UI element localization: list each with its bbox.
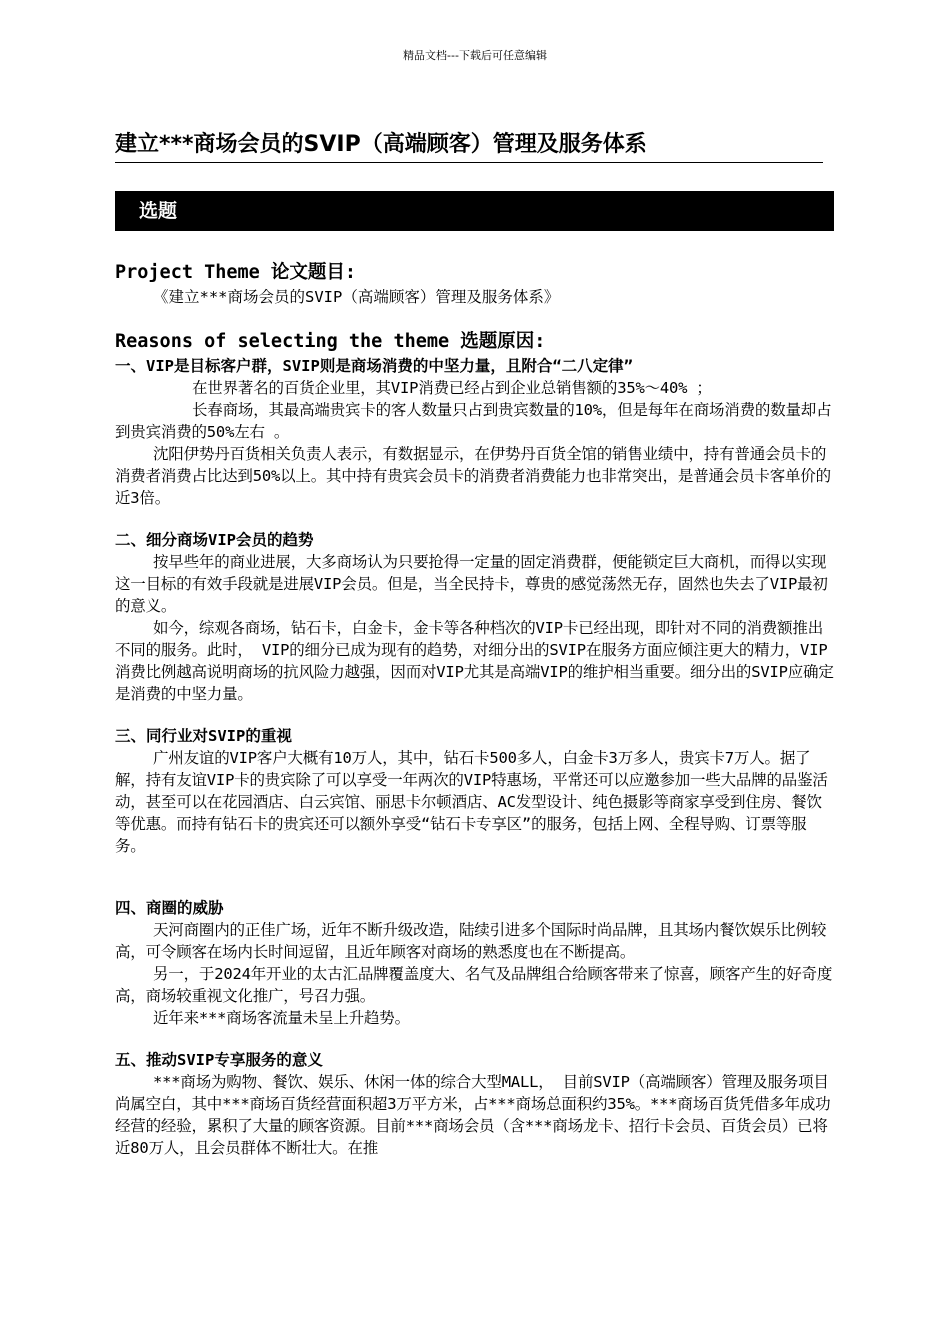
project-theme-heading: Project Theme 论文题目: (115, 262, 357, 283)
paragraph: 如今，综观各商场，钻石卡，白金卡，金卡等各种档次的VIP卡已经出现，即针对不同的消费额推出不同的服务。此时， VIP的细分已成为现有的趋势，对细分出的SVIP在服务方面应倾注更大的精力，VIP消费比例越高说明商场的抗风险力越强，因而对VIP尤其是高端VIP的维护相当重要。细分出的SVIP应确定是消费的中坚力量。 (115, 619, 834, 703)
document-title: 建立***商场会员的SVIP（高端顾客）管理及服务体系 (115, 128, 823, 163)
section-heading-3: 三、同行业对SVIP的重视 (115, 727, 292, 745)
paragraph: 另一，于2024年开业的太古汇品牌覆盖度大、名气及品牌组合给顾客带来了惊喜，顾客产生的好奇度高，商场较重视文化推广，号召力强。 (115, 965, 833, 1005)
paragraph: 广州友谊的VIP客户大概有10万人，其中，钻石卡500多人，白金卡3万多人，贵宾卡7万人。据了解，持有友谊VIP卡的贵宾除了可以享受一年两次的VIP特惠场，平常还可以应邀参加一些大品牌的品鉴活动，甚至可以在花园酒店、白云宾馆、丽思卡尔顿酒店、AC发型设计、纯色摄影等商家享受到住房、餐饮等优惠。而持有钻石卡的贵宾还可以额外享受“钻石卡专享区”的服务，包括上网、全程导购、订票等服务。 (115, 749, 828, 855)
project-theme-value: 《建立***商场会员的SVIP（高端顾客）管理及服务体系》 (153, 288, 560, 306)
page-header: 精品文档---下载后可任意编辑 (403, 49, 547, 62)
reasons-heading: Reasons of selecting the theme 选题原因: (115, 331, 546, 352)
section-heading-4: 四、商圈的威胁 (115, 899, 224, 917)
paragraph: 长春商场，其最高端贵宾卡的客人数量只占到贵宾数量的10%，但是每年在商场消费的数量却占到贵宾消费的50%左右 。 (115, 401, 832, 441)
paragraph: 按早些年的商业进展，大多商场认为只要抢得一定量的固定消费群，便能锁定巨大商机，而得以实现这一目标的有效手段就是进展VIP会员。但是，当全民持卡，尊贵的感觉荡然无存，固然也失去了VIP最初的意义。 (115, 553, 828, 615)
section-heading-1: 一、VIP是目标客户群，SVIP则是商场消费的中坚力量，且附合“二八定律” (115, 357, 633, 375)
section-heading-2: 二、细分商场VIP会员的趋势 (115, 531, 314, 549)
section-heading-5: 五、推动SVIP专享服务的意义 (115, 1051, 323, 1069)
paragraph: 沈阳伊势丹百货相关负责人表示，有数据显示，在伊势丹百货全馆的销售业绩中，持有普通会员卡的消费者消费占比达到50%以上。其中持有贵宾会员卡的消费者消费能力也非常突出，是普通会员卡客单价的近3倍。 (115, 445, 831, 507)
paragraph: 天河商圈内的正佳广场，近年不断升级改造，陆续引进多个国际时尚品牌，且其场内餐饮娱乐比例较高，可令顾客在场内长时间逗留，且近年顾客对商场的熟悉度也在不断提高。 (115, 921, 827, 961)
paragraph: ***商场为购物、餐饮、娱乐、休闲一体的综合大型MALL， 目前SVIP（高端顾客）管理及服务项目尚属空白，其中***商场百货经营面积超3万平方米，占***商场总面积约35%。***商场百货凭借多年成功经营的经验，累积了大量的顾客资源。目前***商场会员（含***商场龙卡、招行卡会员、百货会员）已将近80万人，且会员群体不断壮大。在推 (115, 1073, 831, 1157)
document-body (115, 259, 834, 1159)
paragraph: 在世界著名的百货企业里，其VIP消费已经占到企业总销售额的35%～40% ； (192, 379, 712, 397)
section-bar-topic: 选题 (115, 191, 834, 231)
paragraph: 近年来***商场客流量未呈上升趋势。 (153, 1009, 410, 1027)
